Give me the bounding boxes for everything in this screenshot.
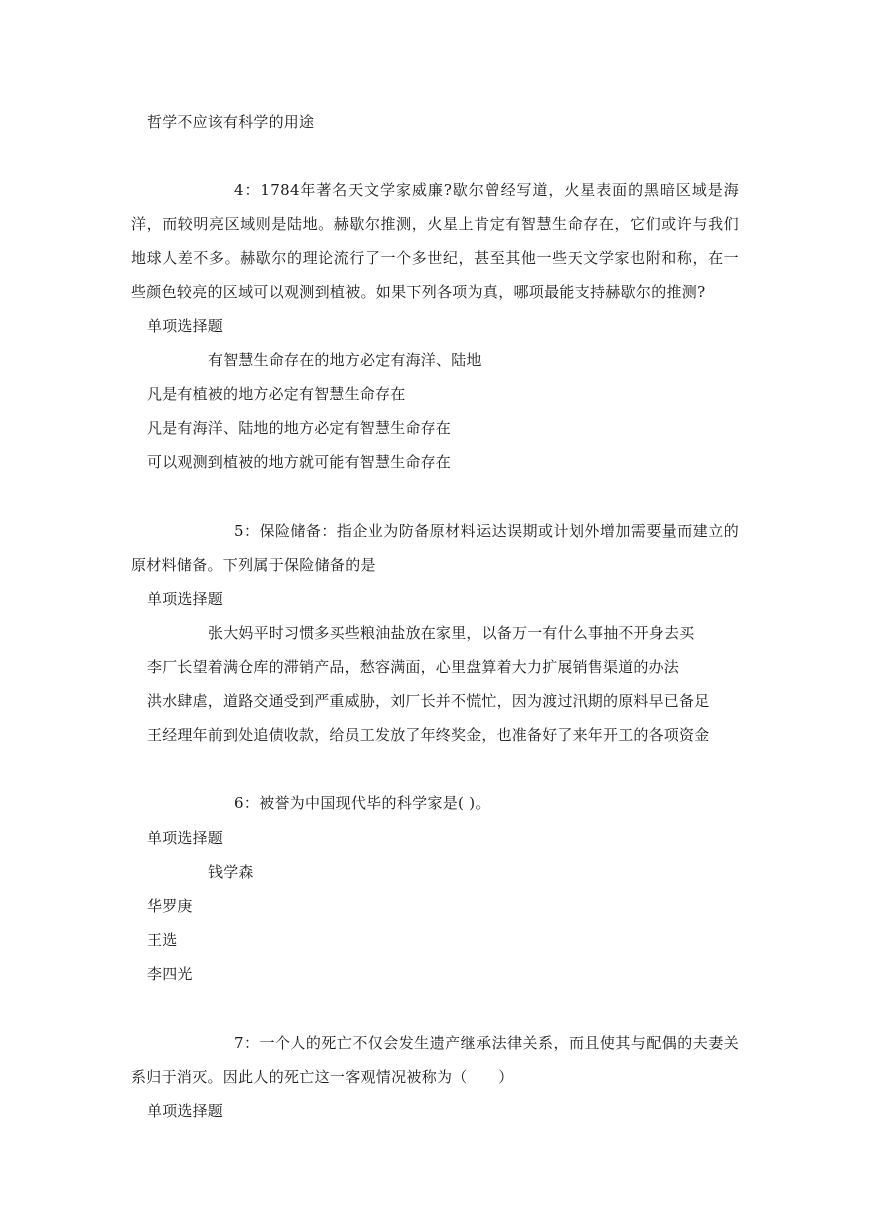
question-5-option-c[interactable]: 洪水肆虐，道路交通受到严重威胁，刘厂长并不慌忙，因为渡过汛期的原料早已备足 [147,692,710,710]
question-7-type: 单项选择题 [147,1102,224,1120]
question-6-option-c[interactable]: 王选 [147,931,178,949]
question-5-option-a[interactable]: 张大妈平时习惯多买些粮油盐放在家里，以备万一有什么事抽不开身去买 [208,624,695,642]
question-6-option-d[interactable]: 李四光 [147,965,193,983]
question-5-option-b[interactable]: 李厂长望着满仓库的滞销产品，愁容满面，心里盘算着大力扩展销售渠道的办法 [147,658,680,676]
question-6-type: 单项选择题 [147,829,224,847]
question-6-option-a[interactable]: 钱学森 [208,863,254,881]
question-5-type: 单项选择题 [147,590,224,608]
question-4-stem: 4：1784年著名天文学家威廉?歇尔曾经写道，火星表面的黑暗区域是海洋，而较明亮区域则是陆地。赫歇尔推测，火星上肯定有智慧生命存在，它们或许与我们地球人差不多。赫歇尔的理论流行了一个多世纪，甚至其他一些天文学家也附和称，在一些颜色较亮的区域可以观测到植被。如果下列各项为真，哪项最能支持赫歇尔的推测? [131,181,739,301]
question-4-type: 单项选择题 [147,317,224,335]
question-5-stem: 5：保险储备：指企业为防备原材料运达误期或计划外增加需要量而建立的原材料储备。下列属于保险储备的是 [131,522,739,574]
question-4-option-d[interactable]: 可以观测到植被的地方就可能有智慧生命存在 [147,453,452,471]
question-4-option-a[interactable]: 有智慧生命存在的地方必定有海洋、陆地 [208,351,482,369]
question-6-stem: 6：被誉为中国现代毕的科学家是( )。 [234,794,491,812]
question-7-stem: 7：一个人的死亡不仅会发生遗产继承法律关系，而且使其与配偶的夫妻关系归于消灭。因此人的死亡这一客观情况被称为（ ） [131,1034,739,1086]
question-5-option-d[interactable]: 王经理年前到处追债收款，给员工发放了年终奖金，也准备好了来年开工的各项资金 [147,726,710,744]
question-6-option-b[interactable]: 华罗庚 [147,897,193,915]
question-4-option-c[interactable]: 凡是有海洋、陆地的地方必定有智慧生命存在 [147,419,452,437]
question-4-option-b[interactable]: 凡是有植被的地方必定有智慧生命存在 [147,385,406,403]
intro-line: 哲学不应该有科学的用途 [147,113,315,131]
